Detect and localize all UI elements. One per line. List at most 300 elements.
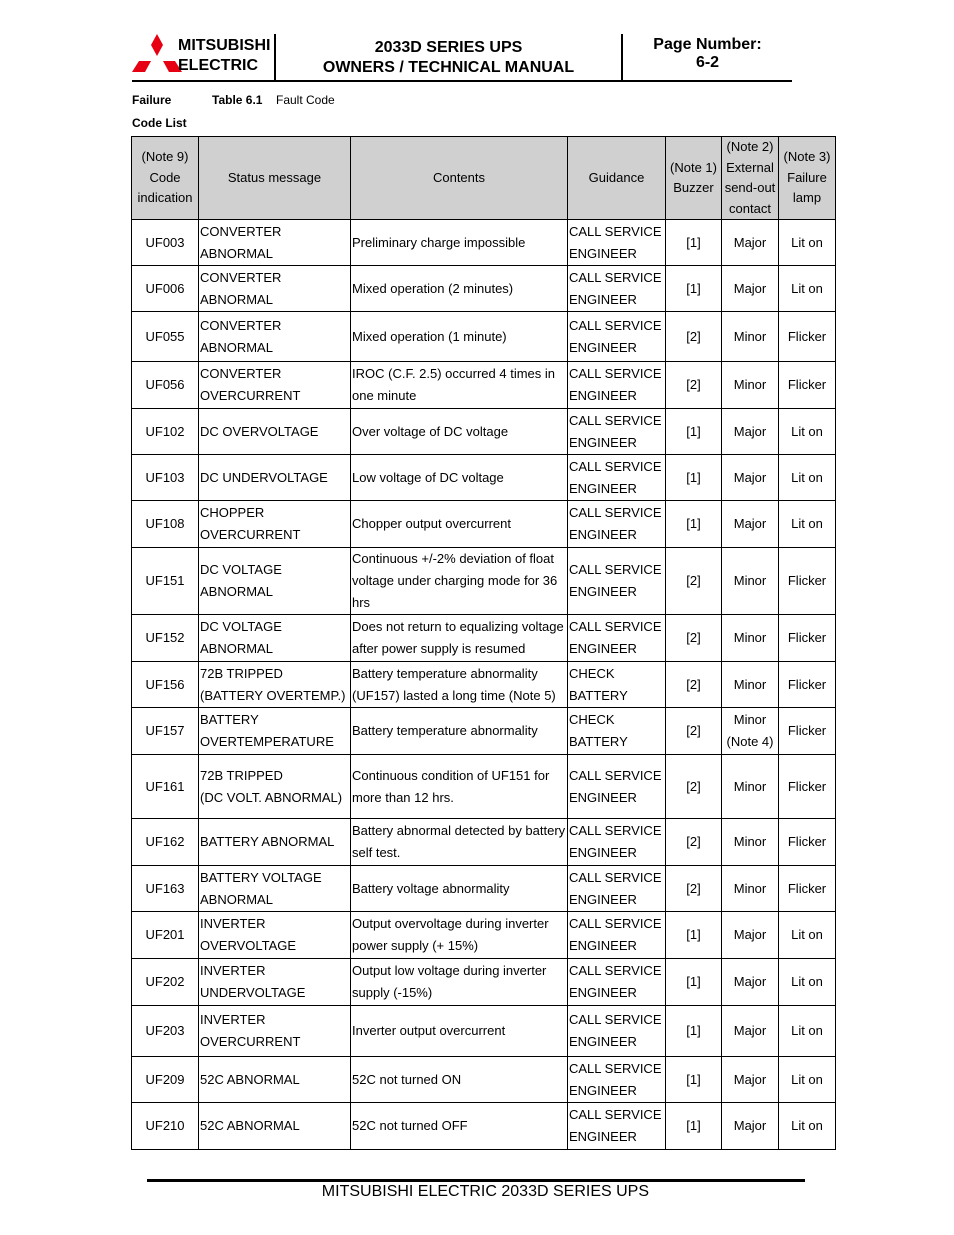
cell-buzzer: [1] — [666, 266, 722, 312]
cell-line: ENGINEER — [569, 584, 637, 599]
title-line2: OWNERS / TECHNICAL MANUAL — [322, 59, 575, 76]
cell-line: ENGINEER — [569, 434, 637, 450]
cell-status — [199, 548, 351, 615]
cell-contents — [351, 548, 568, 615]
cell-line: DC VOLTAGE — [200, 562, 282, 577]
cell-buzzer: [2] — [666, 662, 722, 708]
cell-status — [199, 409, 351, 455]
cell-code: UF157 — [132, 708, 199, 755]
cell-contents — [351, 1006, 568, 1057]
cell-guidance — [568, 312, 666, 362]
cell-guidance — [568, 662, 666, 708]
cell-line: DC OVERVOLTAGE — [200, 423, 319, 439]
table-row — [132, 912, 836, 959]
cell-line: Major — [733, 280, 767, 296]
cell-code: UF202 — [132, 959, 199, 1006]
cell-line: Major — [733, 516, 767, 531]
header-text: (Note 3) — [783, 149, 831, 165]
cell-line: Major — [733, 1118, 767, 1133]
cell-lamp: Lit on — [779, 501, 836, 548]
cell-buzzer: [1] — [666, 1103, 722, 1150]
cell-line: OVERCURRENT — [200, 388, 301, 403]
cell-code: UF102 — [132, 409, 199, 455]
cell-guidance — [568, 501, 666, 548]
cell-line: ENGINEER — [569, 985, 637, 1000]
cell-line: CONVERTER — [200, 317, 282, 333]
table-row — [132, 1103, 836, 1150]
cell-line: OVERTEMPERATURE — [200, 734, 334, 749]
table-row — [132, 362, 836, 409]
cell-buzzer: [2] — [666, 708, 722, 755]
cell-code: UF203 — [132, 1006, 199, 1057]
cell-lamp: Lit on — [779, 912, 836, 959]
cell-line: ABNORMAL — [200, 339, 273, 355]
header-status — [199, 137, 351, 220]
cell-line: BATTERY — [569, 687, 628, 703]
cell-line: CHECK — [569, 665, 615, 681]
cell-guidance — [568, 455, 666, 501]
cell-guidance — [568, 548, 666, 615]
table-row — [132, 501, 836, 548]
cell-line: Battery voltage abnormality — [352, 880, 510, 896]
header-text: Buzzer — [673, 180, 714, 195]
cell-code: UF103 — [132, 455, 199, 501]
section-label-line1: Failure — [132, 93, 172, 107]
table-row — [132, 455, 836, 501]
cell-code: UF210 — [132, 1103, 199, 1150]
cell-line: Minor — [733, 328, 767, 344]
cell-contents — [351, 615, 568, 662]
header-text: (Note 2) — [726, 139, 774, 154]
cell-line: CALL SERVICE — [569, 505, 662, 520]
cell-status — [199, 312, 351, 362]
cell-line: (BATTERY OVERTEMP.) — [200, 687, 346, 703]
cell-contact — [722, 548, 779, 615]
cell-line: after power supply is resumed — [352, 641, 526, 656]
cell-contact — [722, 662, 779, 708]
cell-line: Mixed operation (2 minutes) — [352, 280, 514, 296]
cell-line: ENGINEER — [569, 527, 637, 542]
cell-status — [199, 819, 351, 866]
table-caption: Fault Code — [276, 93, 335, 107]
cell-status — [199, 455, 351, 501]
cell-line: CALL SERVICE — [569, 562, 662, 577]
header-buzzer — [666, 137, 722, 220]
cell-contents — [351, 220, 568, 266]
brand-line2: ELECTRIC — [178, 57, 258, 74]
cell-line: supply (-15%) — [352, 985, 433, 1000]
cell-status — [199, 362, 351, 409]
cell-contact — [722, 912, 779, 959]
cell-line: more than 12 hrs. — [352, 789, 454, 805]
cell-status — [199, 501, 351, 548]
cell-line: 52C not turned OFF — [352, 1118, 468, 1133]
cell-line: 52C ABNORMAL — [200, 1118, 300, 1133]
cell-lamp: Lit on — [779, 220, 836, 266]
table-row — [132, 1006, 836, 1057]
page-footer — [147, 1183, 805, 1201]
cell-lamp: Flicker — [779, 662, 836, 708]
header-text: Code — [149, 169, 181, 185]
cell-line: BATTERY ABNORMAL — [200, 834, 335, 849]
cell-buzzer: [1] — [666, 1057, 722, 1103]
cell-contents — [351, 912, 568, 959]
cell-line: Major — [733, 974, 767, 989]
cell-line: Minor — [733, 377, 767, 392]
cell-line: OVERVOLTAGE — [200, 938, 297, 953]
mitsubishi-three-diamonds-logo — [132, 34, 182, 76]
cell-line: ENGINEER — [569, 291, 637, 307]
cell-guidance — [568, 912, 666, 959]
cell-buzzer: [1] — [666, 501, 722, 548]
cell-contents — [351, 819, 568, 866]
cell-line: ENGINEER — [569, 480, 637, 496]
cell-contact — [722, 312, 779, 362]
cell-line: OVERCURRENT — [200, 1034, 301, 1049]
header-text: Contents — [432, 169, 486, 185]
cell-contents — [351, 455, 568, 501]
table-row — [132, 615, 836, 662]
cell-line: power supply (+ 15%) — [352, 938, 479, 953]
cell-status — [199, 615, 351, 662]
cell-guidance — [568, 1057, 666, 1103]
table-row — [132, 312, 836, 362]
cell-guidance — [568, 1103, 666, 1150]
cell-line: Major — [733, 423, 767, 439]
cell-line: Minor — [733, 778, 767, 794]
cell-lamp: Lit on — [779, 1057, 836, 1103]
cell-contents — [351, 959, 568, 1006]
cell-line: ENGINEER — [569, 891, 637, 907]
cell-buzzer: [2] — [666, 866, 722, 912]
cell-line: Continuous condition of UF151 for — [352, 767, 550, 783]
cell-line: Minor — [733, 834, 767, 849]
cell-line: DC VOLTAGE — [200, 619, 282, 634]
cell-lamp: Flicker — [779, 819, 836, 866]
cell-line: Does not return to equalizing voltage — [352, 619, 564, 634]
cell-status — [199, 1057, 351, 1103]
cell-contents — [351, 362, 568, 409]
cell-line: UNDERVOLTAGE — [200, 985, 306, 1000]
brand-name — [178, 36, 270, 76]
cell-buzzer: [1] — [666, 409, 722, 455]
cell-line: CALL SERVICE — [569, 823, 662, 838]
cell-line: CONVERTER — [200, 366, 282, 381]
cell-buzzer: [1] — [666, 455, 722, 501]
cell-lamp: Lit on — [779, 1006, 836, 1057]
header-guidance — [568, 137, 666, 220]
cell-line: ABNORMAL — [200, 891, 273, 907]
cell-status — [199, 266, 351, 312]
cell-line: Chopper output overcurrent — [352, 516, 511, 531]
table-row — [132, 662, 836, 708]
cell-contact — [722, 501, 779, 548]
table-row — [132, 1057, 836, 1103]
cell-guidance — [568, 959, 666, 1006]
cell-contact — [722, 615, 779, 662]
cell-code: UF055 — [132, 312, 199, 362]
cell-line: ABNORMAL — [200, 291, 273, 307]
cell-line: (UF157) lasted a long time (Note 5) — [352, 687, 556, 703]
cell-lamp: Flicker — [779, 548, 836, 615]
cell-line: (Note 4) — [726, 734, 774, 749]
cell-code: UF161 — [132, 755, 199, 819]
cell-code: UF156 — [132, 662, 199, 708]
cell-line: ENGINEER — [569, 789, 637, 805]
cell-line: CALL SERVICE — [569, 963, 662, 978]
header-lamp — [779, 137, 836, 220]
cell-status — [199, 220, 351, 266]
cell-status — [199, 959, 351, 1006]
cell-line: CALL SERVICE — [569, 1060, 662, 1076]
cell-line: Major — [733, 1023, 767, 1038]
cell-contact — [722, 959, 779, 1006]
cell-code: UF162 — [132, 819, 199, 866]
cell-contents — [351, 266, 568, 312]
cell-line: ENGINEER — [569, 339, 637, 355]
cell-line: Output low voltage during inverter — [352, 963, 547, 978]
cell-line: ENGINEER — [569, 1082, 637, 1098]
cell-line: CALL SERVICE — [569, 317, 662, 333]
cell-line: Battery abnormal detected by battery — [352, 823, 566, 838]
table-row — [132, 708, 836, 755]
cell-line: CONVERTER — [200, 223, 282, 239]
cell-contact — [722, 1057, 779, 1103]
cell-line: INVERTER — [200, 963, 266, 978]
cell-line: self test. — [352, 845, 401, 860]
cell-line: Mixed operation (1 minute) — [352, 328, 507, 344]
header-contact — [722, 137, 779, 220]
header-text: (Note 1) — [670, 159, 717, 175]
cell-guidance — [568, 362, 666, 409]
cell-line: voltage under charging mode for 36 hrs — [352, 573, 558, 610]
cell-lamp: Lit on — [779, 959, 836, 1006]
section-label-line2: Code List — [132, 116, 187, 130]
table-row — [132, 819, 836, 866]
cell-code: UF151 — [132, 548, 199, 615]
cell-contact — [722, 220, 779, 266]
cell-guidance — [568, 708, 666, 755]
cell-contents — [351, 708, 568, 755]
cell-line: ABNORMAL — [200, 584, 273, 599]
cell-line: Battery temperature abnormality — [352, 665, 538, 681]
cell-line: Low voltage of DC voltage — [352, 469, 504, 485]
cell-buzzer: [1] — [666, 912, 722, 959]
cell-guidance — [568, 220, 666, 266]
page-number-label: Page Number: — [653, 36, 762, 53]
cell-line: CALL SERVICE — [569, 269, 662, 285]
cell-lamp: Flicker — [779, 312, 836, 362]
header-text: Guidance — [588, 169, 645, 185]
table-label: Table 6.1 — [212, 93, 263, 107]
page-number-block — [623, 36, 792, 72]
cell-contact — [722, 819, 779, 866]
cell-status — [199, 708, 351, 755]
cell-line: OVERCURRENT — [200, 527, 301, 542]
cell-line: Major — [733, 469, 767, 485]
cell-line: CALL SERVICE — [569, 869, 662, 885]
cell-line: ENGINEER — [569, 845, 637, 860]
header-text: Status message — [227, 169, 322, 185]
table-row — [132, 755, 836, 819]
cell-contents — [351, 1103, 568, 1150]
cell-lamp: Lit on — [779, 1103, 836, 1150]
cell-contents — [351, 662, 568, 708]
cell-line: 72B TRIPPED — [200, 665, 283, 681]
cell-contact — [722, 409, 779, 455]
cell-line: BATTERY VOLTAGE — [200, 869, 322, 885]
cell-code: UF006 — [132, 266, 199, 312]
cell-contact — [722, 1103, 779, 1150]
cell-line: Minor — [733, 880, 767, 896]
cell-line: (DC VOLT. ABNORMAL) — [200, 789, 343, 805]
cell-line: Major — [733, 1071, 767, 1087]
cell-lamp: Flicker — [779, 866, 836, 912]
page-header — [132, 34, 792, 82]
cell-lamp: Flicker — [779, 708, 836, 755]
cell-buzzer: [2] — [666, 362, 722, 409]
cell-contents — [351, 312, 568, 362]
cell-buzzer: [2] — [666, 548, 722, 615]
table-header-row — [132, 137, 836, 220]
cell-line: ENGINEER — [569, 938, 637, 953]
cell-status — [199, 866, 351, 912]
header-text: (Note 9) — [141, 149, 189, 165]
cell-line: BATTERY — [569, 734, 628, 749]
cell-contact — [722, 708, 779, 755]
cell-line: 52C not turned ON — [352, 1071, 462, 1087]
cell-contact — [722, 362, 779, 409]
cell-line: ABNORMAL — [200, 641, 273, 656]
cell-line: CALL SERVICE — [569, 1012, 662, 1027]
cell-line: Output overvoltage during inverter — [352, 916, 549, 931]
footer-rule — [147, 1179, 805, 1182]
cell-contents — [351, 501, 568, 548]
cell-line: Minor — [733, 630, 767, 645]
title-line1: 2033D SERIES UPS — [374, 39, 523, 56]
cell-lamp: Lit on — [779, 455, 836, 501]
cell-buzzer: [1] — [666, 1006, 722, 1057]
cell-line: CALL SERVICE — [569, 366, 662, 381]
cell-contact — [722, 755, 779, 819]
table-row — [132, 548, 836, 615]
header-text: lamp — [792, 190, 822, 206]
cell-line: CHOPPER — [200, 505, 265, 520]
cell-line: Minor — [733, 712, 767, 727]
header-text: indication — [137, 190, 193, 206]
footer-text: MITSUBISHI ELECTRIC 2033D SERIES UPS — [321, 1183, 649, 1200]
table-row — [132, 866, 836, 912]
cell-line: Inverter output overcurrent — [352, 1023, 506, 1038]
cell-code: UF209 — [132, 1057, 199, 1103]
cell-line: ENGINEER — [569, 1129, 637, 1144]
table-body — [132, 220, 836, 1150]
cell-line: Major — [733, 234, 767, 250]
cell-line: CALL SERVICE — [569, 619, 662, 634]
table-row — [132, 266, 836, 312]
cell-lamp: Lit on — [779, 266, 836, 312]
cell-line: CONVERTER — [200, 269, 282, 285]
cell-line: ENGINEER — [569, 388, 637, 403]
cell-contact — [722, 866, 779, 912]
header-text: External — [726, 159, 774, 175]
cell-lamp: Flicker — [779, 755, 836, 819]
cell-status — [199, 912, 351, 959]
cell-line: CALL SERVICE — [569, 412, 662, 428]
cell-buzzer: [1] — [666, 959, 722, 1006]
cell-contents — [351, 755, 568, 819]
cell-buzzer: [2] — [666, 819, 722, 866]
cell-status — [199, 755, 351, 819]
cell-buzzer: [2] — [666, 312, 722, 362]
cell-contact — [722, 455, 779, 501]
cell-line: CALL SERVICE — [569, 767, 662, 783]
cell-lamp: Lit on — [779, 409, 836, 455]
cell-line: ABNORMAL — [200, 245, 273, 261]
cell-buzzer: [2] — [666, 615, 722, 662]
header-contents — [351, 137, 568, 220]
cell-guidance — [568, 409, 666, 455]
cell-buzzer: [2] — [666, 755, 722, 819]
header-text: contact — [729, 200, 771, 216]
cell-contact — [722, 266, 779, 312]
cell-line: one minute — [352, 388, 417, 403]
cell-status — [199, 1103, 351, 1150]
manual-title — [276, 38, 621, 78]
cell-line: Minor — [733, 573, 767, 588]
cell-guidance — [568, 819, 666, 866]
cell-code: UF056 — [132, 362, 199, 409]
cell-guidance — [568, 615, 666, 662]
brand-line1: MITSUBISHI — [178, 37, 271, 54]
cell-guidance — [568, 1006, 666, 1057]
table-row — [132, 409, 836, 455]
cell-status — [199, 1006, 351, 1057]
fault-code-table — [131, 136, 836, 1150]
header-text: Failure — [787, 169, 827, 185]
cell-guidance — [568, 755, 666, 819]
cell-line: Minor — [733, 676, 767, 692]
cell-line: INVERTER — [200, 916, 266, 931]
cell-contents — [351, 409, 568, 455]
cell-guidance — [568, 266, 666, 312]
cell-code: UF003 — [132, 220, 199, 266]
cell-lamp: Flicker — [779, 362, 836, 409]
cell-line: IROC (C.F. 2.5) occurred 4 times in — [352, 366, 555, 381]
cell-status — [199, 662, 351, 708]
page-number: 6-2 — [695, 54, 720, 71]
cell-line: CALL SERVICE — [569, 223, 662, 239]
cell-contents — [351, 866, 568, 912]
cell-code: UF163 — [132, 866, 199, 912]
cell-line: CALL SERVICE — [569, 916, 662, 931]
cell-guidance — [568, 866, 666, 912]
header-text: send-out — [724, 180, 776, 195]
cell-line: Over voltage of DC voltage — [352, 423, 509, 439]
cell-line: Major — [733, 927, 767, 942]
cell-line: Continuous +/-2% deviation of float — [352, 551, 554, 566]
table-row — [132, 220, 836, 266]
cell-line: Battery temperature abnormality — [352, 723, 538, 738]
cell-line: 72B TRIPPED — [200, 767, 283, 783]
cell-line: 52C ABNORMAL — [200, 1071, 300, 1087]
cell-line: BATTERY — [200, 712, 259, 727]
cell-line: CALL SERVICE — [569, 458, 662, 474]
cell-line: INVERTER — [200, 1012, 266, 1027]
cell-line: CHECK — [569, 712, 615, 727]
table-row — [132, 959, 836, 1006]
cell-buzzer: [1] — [666, 220, 722, 266]
